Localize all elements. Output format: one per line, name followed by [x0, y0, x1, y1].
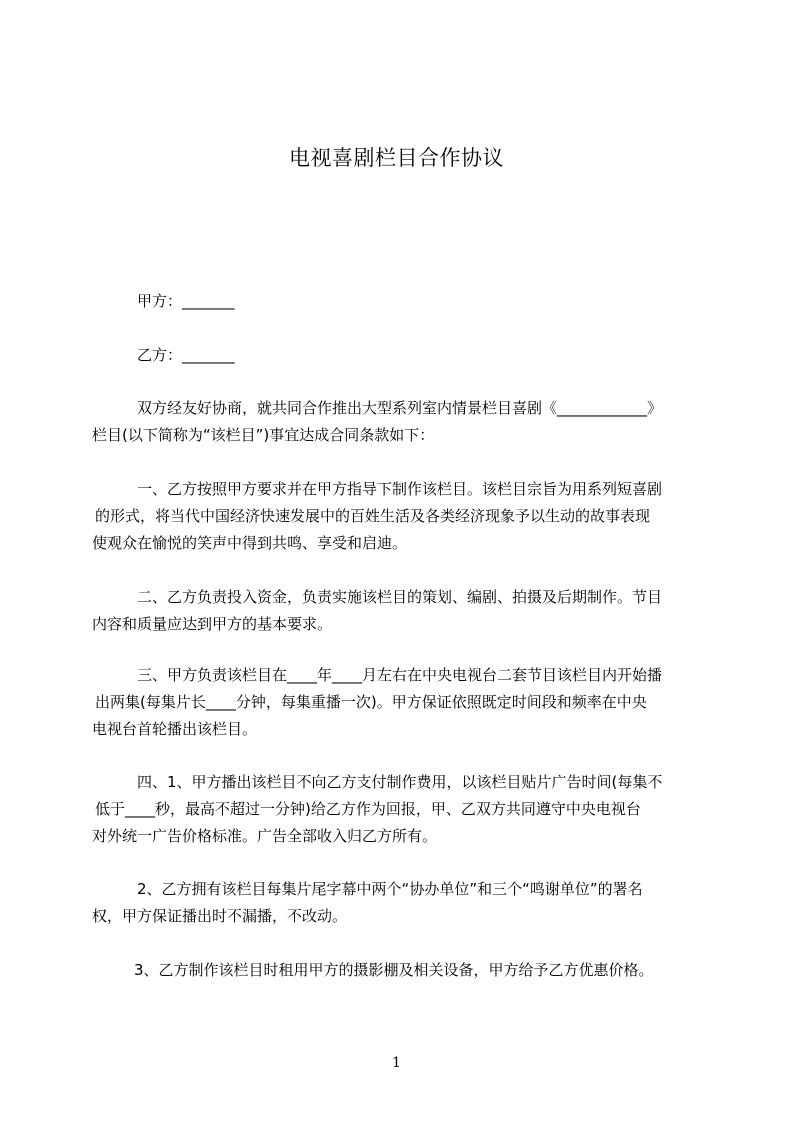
- clause-1-line-2: 的形式，将当代中国经济快速发展中的百姓生活及各类经济现象予以生动的故事表现: [95, 507, 651, 525]
- clause-3-line-3: 电视台首轮播出该栏目。: [92, 720, 258, 738]
- intro-line-1: 双方经友好协商，就共同合作推出大型系列室内情景栏目喜剧《____________》: [137, 399, 663, 417]
- party-b-line: 乙方：_______: [137, 346, 235, 364]
- clause-3-line-2: 出两集(每集片长____分钟，每集重播一次)。甲方保证依照既定时间段和频率在中央: [95, 693, 647, 711]
- clause-4-1-line-1: 四、1、甲方播出该栏目不向乙方支付制作费用，以该栏目贴片广告时间(每集不: [137, 773, 663, 791]
- party-a-line: 甲方：_______: [137, 292, 235, 310]
- document-title: 电视喜剧栏目合作协议: [289, 146, 504, 170]
- clause-1-line-3: 使观众在愉悦的笑声中得到共鸣、享受和启迪。: [92, 534, 408, 552]
- clause-2-line-1: 二、乙方负责投入资金，负责实施该栏目的策划、编剧、拍摄及后期制作。节目: [137, 588, 663, 606]
- page-number: 1: [392, 1055, 401, 1071]
- clause-4-2-line-1: 2、乙方拥有该栏目每集片尾字幕中两个“协办单位”和三个“鸣谢单位”的署名: [137, 880, 643, 898]
- clause-4-1-line-3: 对外统一广告价格标准。广告全部收入归乙方所有。: [92, 827, 438, 845]
- intro-line-2: 栏目(以下简称为“该栏目”)事宜达成合同条款如下：: [92, 426, 435, 444]
- clause-2-line-2: 内容和质量应达到甲方的基本要求。: [92, 615, 333, 633]
- clause-1-line-1: 一、乙方按照甲方要求并在甲方指导下制作该栏目。该栏目宗旨为用系列短喜剧: [137, 480, 663, 498]
- clause-4-2-line-2: 权，甲方保证播出时不漏播，不改动。: [92, 907, 348, 925]
- clause-4-3-line-1: 3、乙方制作该栏目时租用甲方的摄影棚及相关设备，甲方给予乙方优惠价格。: [134, 961, 654, 979]
- clause-3-line-1: 三、甲方负责该栏目在____年____月左右在中央电视台二套节目该栏目内开始播: [137, 666, 663, 684]
- clause-4-1-line-2: 低于____秒，最高不超过一分钟)给乙方作为回报，甲、乙双方共同遵守中央电视台: [95, 800, 641, 818]
